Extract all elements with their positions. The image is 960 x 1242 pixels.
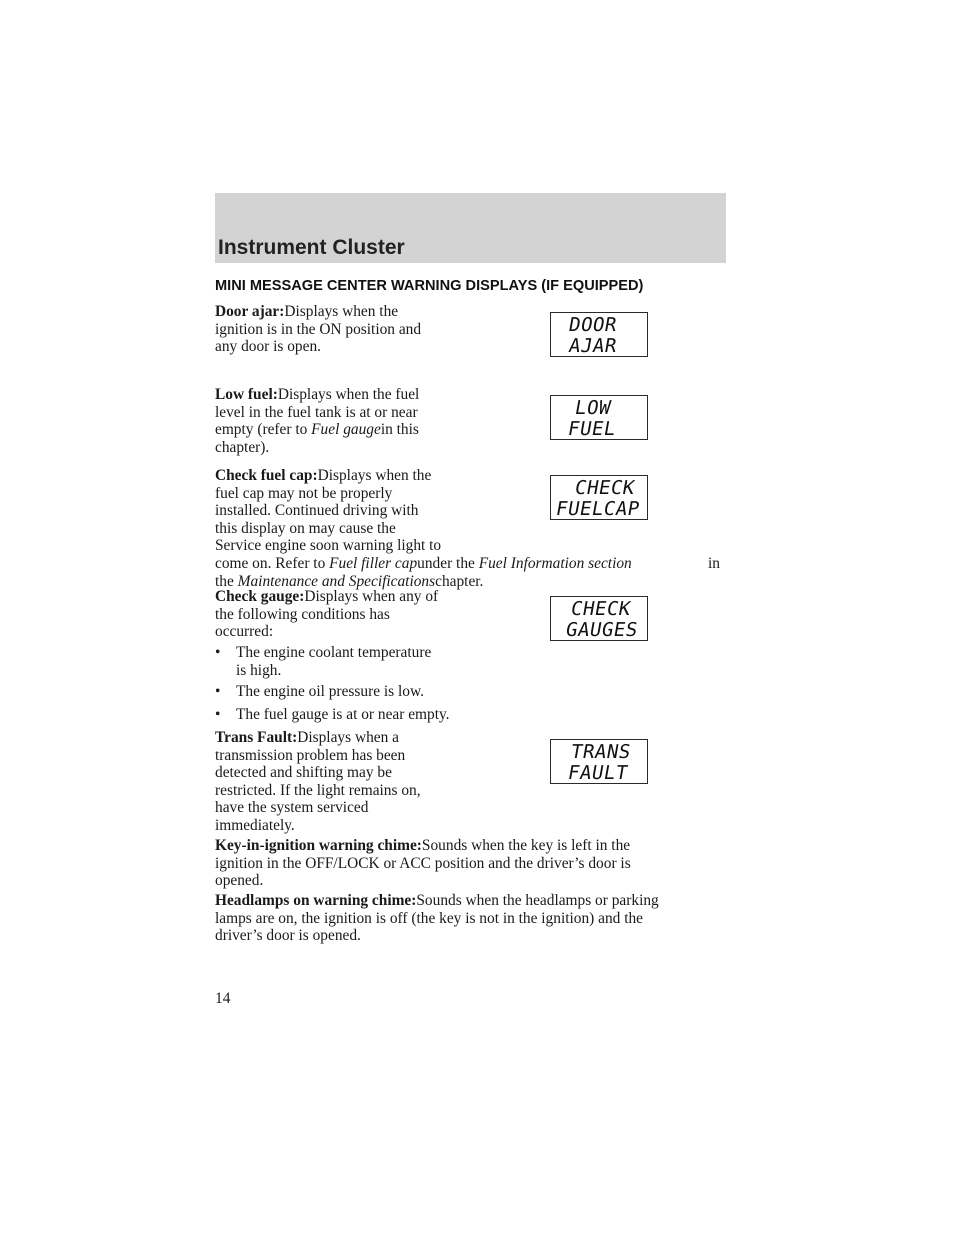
maintenance-chapter-reference: Maintenance and Specifications bbox=[237, 572, 436, 590]
trans-fault-term: Trans Fault: bbox=[215, 729, 298, 746]
text-line: The fuel gauge is at or near empty. bbox=[236, 706, 450, 723]
text-line: under the bbox=[417, 554, 479, 572]
text-line: level in the fuel tank is at or near bbox=[215, 403, 418, 421]
text-line: the bbox=[215, 572, 238, 590]
chapter-title: Instrument Cluster bbox=[218, 236, 405, 259]
door-ajar-term: Door ajar: bbox=[215, 303, 285, 320]
headlamps-chime-paragraph bbox=[215, 892, 720, 945]
text-line: Displays when the bbox=[284, 303, 399, 320]
text-line: Displays when a bbox=[297, 729, 399, 746]
text-line: opened. bbox=[215, 872, 264, 890]
bullet-icon: • bbox=[215, 683, 221, 700]
display-line: CHECK bbox=[569, 598, 633, 620]
text-line: The engine coolant temperature bbox=[236, 644, 432, 661]
text-line: lamps are on, the ignition is off (the key is not in the ignition) and the bbox=[215, 909, 644, 927]
text-line: the following conditions has bbox=[215, 605, 390, 623]
display-line: AJAR bbox=[567, 335, 619, 357]
page-number: 14 bbox=[215, 990, 231, 1007]
low-fuel-paragraph bbox=[215, 386, 480, 456]
text-line: this display on may cause the bbox=[215, 519, 396, 537]
text-line: is high. bbox=[236, 661, 282, 679]
text-line: driver’s door is opened. bbox=[215, 927, 361, 945]
text-line: come on. Refer to bbox=[215, 554, 330, 572]
fuel-gauge-reference: Fuel gauge bbox=[311, 421, 381, 439]
text-line: immediately. bbox=[215, 816, 295, 834]
text-line: restricted. If the light remains on, bbox=[215, 781, 421, 799]
display-line: FUELCAP bbox=[554, 498, 642, 520]
text-line: installed. Continued driving with bbox=[215, 502, 419, 520]
bullet-icon: • bbox=[215, 706, 221, 723]
fuel-filler-cap-reference: Fuel filler cap bbox=[329, 554, 418, 572]
door-ajar-paragraph bbox=[215, 303, 480, 356]
text-line: have the system serviced bbox=[215, 799, 369, 817]
trans-fault-paragraph bbox=[215, 729, 480, 835]
text-line: fuel cap may not be properly bbox=[215, 484, 393, 502]
display-line: GAUGES bbox=[564, 619, 640, 641]
text-line: Sounds when the key is left in the bbox=[421, 837, 631, 854]
display-line: FAULT bbox=[566, 762, 630, 784]
display-line: DOOR bbox=[567, 314, 619, 336]
check-gauge-paragraph bbox=[215, 588, 480, 641]
text-line: any door is open. bbox=[215, 338, 322, 356]
fuel-information-section-reference: Fuel Information section bbox=[478, 554, 632, 572]
text-line: detected and shifting may be bbox=[215, 764, 392, 782]
text-line: The engine oil pressure is low. bbox=[236, 683, 424, 700]
text-line: Displays when any of bbox=[304, 588, 439, 605]
display-line: TRANS bbox=[569, 741, 633, 763]
bullet-item bbox=[215, 644, 485, 679]
check-fuel-cap-term: Check fuel cap: bbox=[215, 467, 318, 484]
text-line: ignition is in the ON position and bbox=[215, 320, 422, 338]
trans-fault-display bbox=[550, 739, 648, 784]
text-line: Service engine soon warning light to bbox=[215, 537, 442, 555]
text-line: Sounds when the headlamps or parking bbox=[416, 892, 659, 909]
text-line: chapter). bbox=[215, 438, 270, 456]
check-gauge-term: Check gauge: bbox=[215, 588, 305, 605]
section-heading: MINI MESSAGE CENTER WARNING DISPLAYS (IF EQUIPPED) bbox=[215, 278, 644, 294]
low-fuel-term: Low fuel: bbox=[215, 386, 278, 403]
display-line: FUEL bbox=[566, 418, 618, 440]
text-line: ignition in the OFF/LOCK or ACC position and the driver’s door is bbox=[215, 854, 631, 872]
text-line: chapter. bbox=[435, 572, 484, 590]
display-line: CHECK bbox=[573, 477, 637, 499]
check-gauge-display bbox=[550, 596, 648, 641]
key-chime-paragraph bbox=[215, 837, 720, 890]
text-line: Displays when the fuel bbox=[277, 386, 420, 403]
text-line: empty (refer to bbox=[215, 421, 312, 439]
door-ajar-display bbox=[550, 312, 648, 357]
bullet-item bbox=[215, 706, 485, 724]
key-chime-term: Key-in-ignition warning chime: bbox=[215, 837, 422, 854]
text-line: in bbox=[708, 554, 720, 572]
text-line: Displays when the bbox=[317, 467, 432, 484]
text-line: in this bbox=[380, 421, 419, 439]
bullet-icon: • bbox=[215, 644, 221, 661]
check-fuel-cap-display bbox=[550, 475, 648, 520]
text-line: transmission problem has been bbox=[215, 746, 406, 764]
display-line: LOW bbox=[573, 397, 613, 419]
bullet-item bbox=[215, 683, 485, 701]
low-fuel-display bbox=[550, 395, 648, 440]
headlamps-chime-term: Headlamps on warning chime: bbox=[215, 892, 417, 909]
text-line: occurred: bbox=[215, 623, 274, 641]
